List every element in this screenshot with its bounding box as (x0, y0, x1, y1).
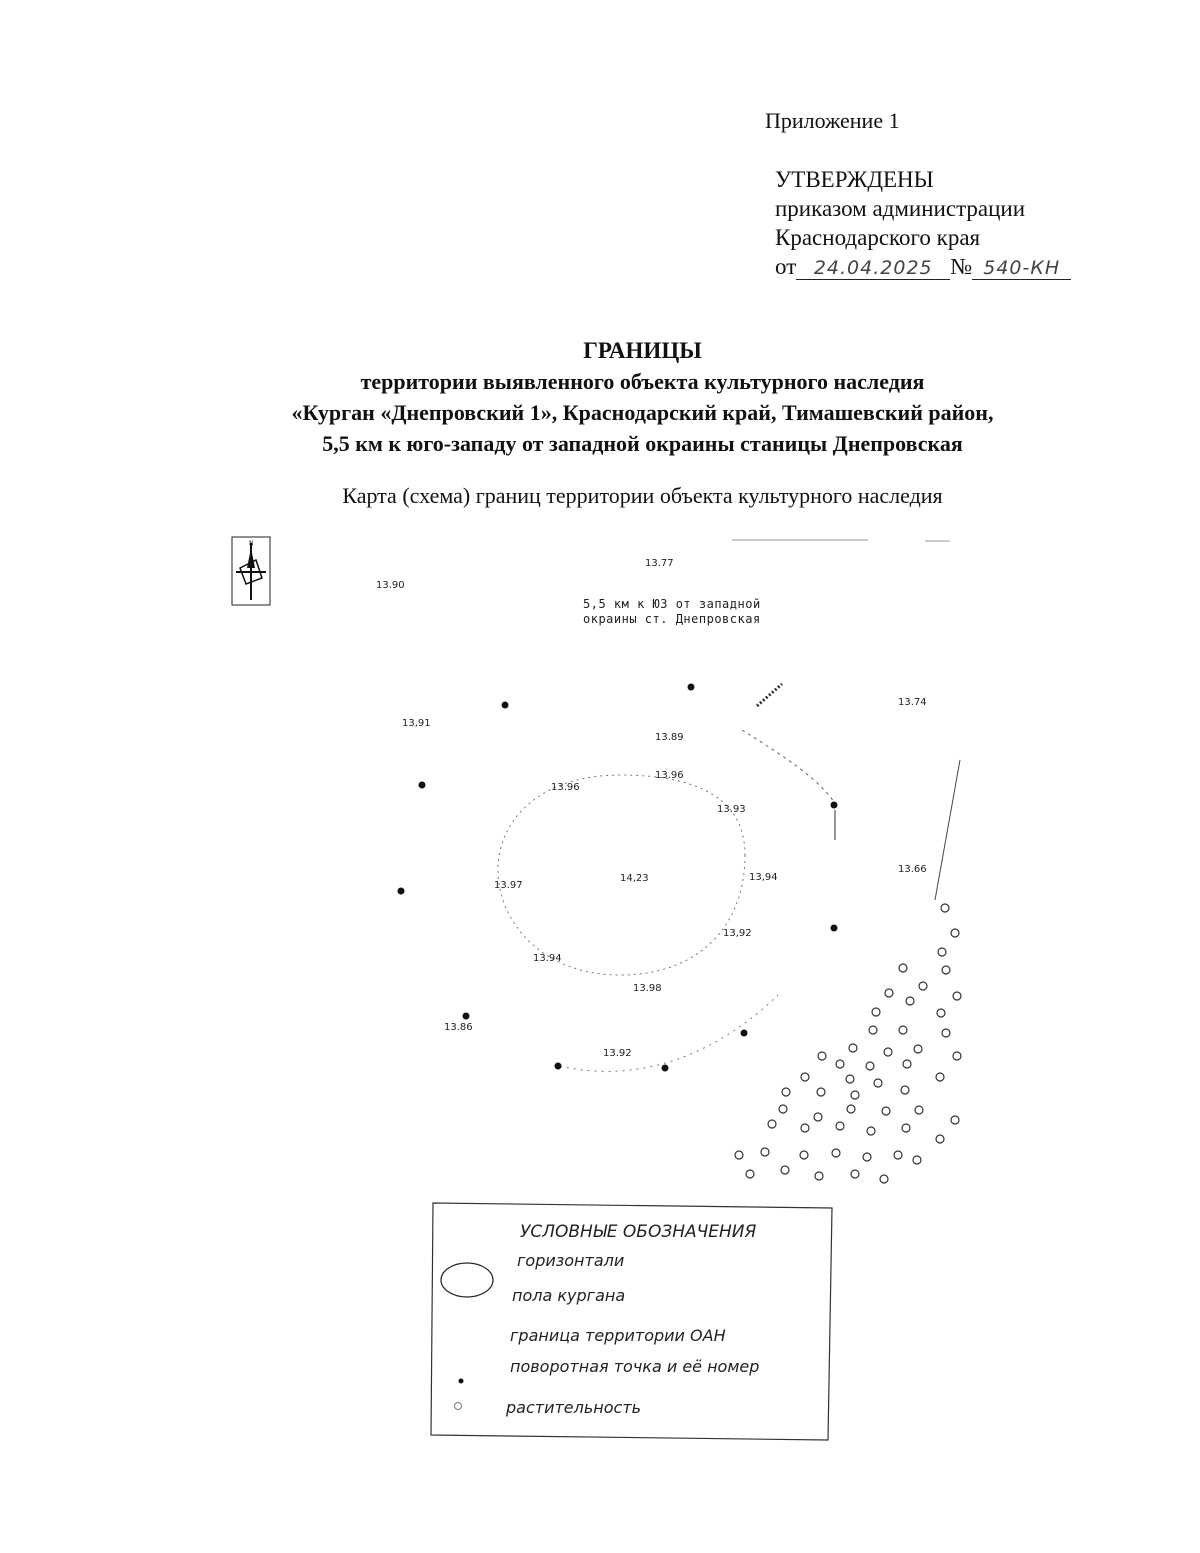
vegetation-mark (818, 1052, 826, 1060)
vegetation-mark (869, 1026, 877, 1034)
vegetation-mark (866, 1062, 874, 1070)
vegetation-mark (781, 1166, 789, 1174)
approved-line-2: Краснодарского края (775, 225, 981, 250)
elevation-label: 13.93 (717, 804, 746, 815)
map-subtitle: Карта (схема) границ территории объекта культурного наследия (342, 483, 943, 508)
vegetation-mark (882, 1107, 890, 1115)
approved-title: УТВЕРЖДЕНЫ (775, 167, 934, 192)
date-value: 24.04.2025 (796, 257, 950, 280)
vegetation-mark (874, 1079, 882, 1087)
vegetation-mark (851, 1091, 859, 1099)
vegetation-mark (884, 1048, 892, 1056)
turning-point (831, 802, 838, 809)
location-note-line-2: окраины ст. Днепровская (583, 612, 761, 626)
vegetation-mark (942, 966, 950, 974)
turning-point (502, 702, 509, 709)
vegetation-mark (914, 1045, 922, 1053)
elevation-label: 13,92 (723, 928, 752, 939)
vegetation-mark (919, 982, 927, 990)
road-lines (742, 684, 960, 900)
vegetation-mark (746, 1170, 754, 1178)
turning-point (688, 684, 695, 691)
legend-point-icon (459, 1379, 464, 1384)
vegetation-mark (815, 1172, 823, 1180)
vegetation-mark (953, 992, 961, 1000)
turning-point (831, 925, 838, 932)
legend-vegetation-label: растительность (506, 1398, 642, 1417)
elevation-label: 13.96 (655, 770, 684, 781)
vegetation-mark (851, 1170, 859, 1178)
vegetation-mark (863, 1153, 871, 1161)
appendix-label: Приложение 1 (765, 108, 900, 133)
map-edge-lines (732, 540, 950, 541)
vegetation-mark (936, 1135, 944, 1143)
vegetation-mark (894, 1151, 902, 1159)
turning-point (419, 782, 426, 789)
vegetation-mark (885, 989, 893, 997)
elevation-label: 13.96 (551, 782, 580, 793)
elevation-label: 13.66 (898, 864, 927, 875)
elevation-label: 13.98 (633, 983, 662, 994)
vegetation-mark (768, 1120, 776, 1128)
svg-text:N: N (249, 540, 254, 547)
vegetation-mark (899, 1026, 907, 1034)
vegetation-mark (817, 1088, 825, 1096)
turning-point (398, 888, 405, 895)
approved-line-1: приказом администрации (775, 196, 1026, 221)
vegetation-mark (902, 1124, 910, 1132)
vegetation-mark (942, 1029, 950, 1037)
date-prefix: от (775, 254, 797, 279)
vegetation-mark (903, 1060, 911, 1068)
turning-point (555, 1063, 562, 1070)
vegetation-mark (913, 1156, 921, 1164)
legend-base-label: пола кургана (512, 1286, 626, 1305)
vegetation-mark (836, 1122, 844, 1130)
location-note (583, 597, 761, 626)
turning-point (463, 1013, 470, 1020)
legend-point-label: поворотная точка и её номер (510, 1357, 760, 1376)
legend-title: УСЛОВНЫЕ ОБОЗНАЧЕНИЯ (520, 1222, 757, 1242)
title-line-1: ГРАНИЦЫ (583, 338, 702, 363)
vegetation-mark (801, 1124, 809, 1132)
vegetation-mark (849, 1044, 857, 1052)
legend-vegetation-icon (455, 1403, 462, 1410)
vegetation-mark (846, 1075, 854, 1083)
elevation-label: 13.94 (533, 953, 562, 964)
elevation-label: 13.92 (603, 1048, 632, 1059)
vegetation-mark (915, 1106, 923, 1114)
elevation-label: 13.86 (444, 1022, 473, 1033)
number-prefix: № (950, 254, 973, 279)
vegetation-mark (735, 1151, 743, 1159)
vegetation-mark (800, 1151, 808, 1159)
vegetation-mark (936, 1073, 944, 1081)
vegetation-mark (941, 904, 949, 912)
title-line-3: «Курган «Днепровский 1», Краснодарский край, Тимашевский район, (291, 400, 994, 425)
vegetation-mark (906, 997, 914, 1005)
order-number: 540-КН (972, 257, 1071, 280)
vegetation-mark (951, 929, 959, 937)
legend-contours-label: горизонтали (517, 1251, 625, 1270)
elevation-label: 13,91 (402, 718, 431, 729)
elevation-label: 13.89 (655, 732, 684, 743)
map-legend (431, 1203, 832, 1440)
kurgan-contour (498, 775, 778, 1071)
vegetation-mark (951, 1116, 959, 1124)
north-arrow-icon (232, 537, 270, 605)
vegetation-mark (814, 1113, 822, 1121)
vegetation-mark (880, 1175, 888, 1183)
vegetation-mark (937, 1009, 945, 1017)
turning-point (662, 1065, 669, 1072)
vegetation-mark (836, 1060, 844, 1068)
vegetation-mark (761, 1148, 769, 1156)
elevation-label: 14,23 (620, 873, 649, 884)
vegetation-area (735, 904, 961, 1183)
vegetation-mark (779, 1105, 787, 1113)
vegetation-mark (872, 1008, 880, 1016)
elevation-label: 13.97 (494, 880, 523, 891)
location-note-line-1: 5,5 км к ЮЗ от западной (583, 597, 761, 611)
elevation-labels (376, 558, 927, 1059)
legend-boundary-label: граница территории ОАН (510, 1326, 726, 1345)
vegetation-mark (867, 1127, 875, 1135)
elevation-label: 13.74 (898, 697, 927, 708)
elevation-label: 13.90 (376, 580, 405, 591)
vegetation-mark (953, 1052, 961, 1060)
title-line-4: 5,5 км к юго-западу от западной окраины станицы Днепровская (322, 431, 963, 456)
vegetation-mark (938, 948, 946, 956)
legend-contour-icon (441, 1263, 493, 1297)
elevation-label: 13.77 (645, 558, 674, 569)
title-line-2: территории выявленного объекта культурного наследия (360, 369, 925, 394)
vegetation-mark (901, 1086, 909, 1094)
vegetation-mark (899, 964, 907, 972)
vegetation-mark (782, 1088, 790, 1096)
vegetation-mark (832, 1149, 840, 1157)
elevation-label: 13,94 (749, 872, 778, 883)
vegetation-mark (801, 1073, 809, 1081)
turning-point (741, 1030, 748, 1037)
vegetation-mark (847, 1105, 855, 1113)
